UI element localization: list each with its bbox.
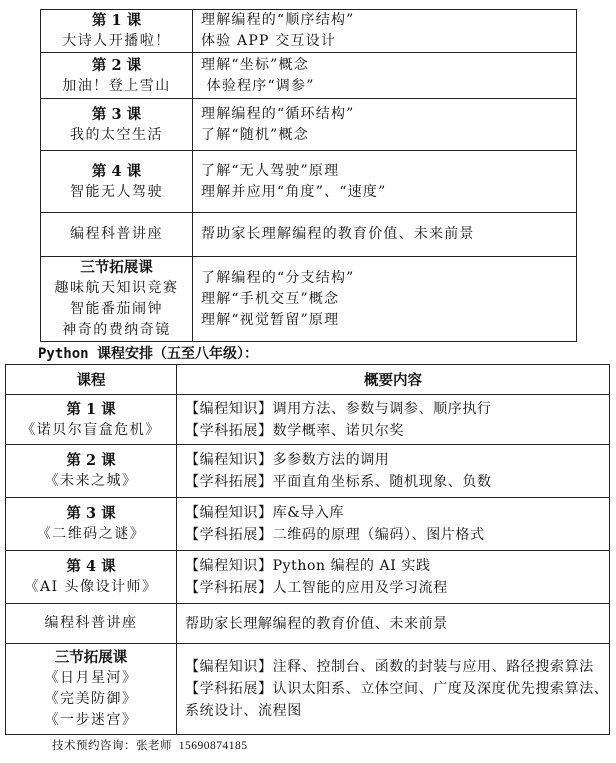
python-course-table — [5, 364, 610, 735]
lesson-number: 第 1 课 — [91, 12, 142, 29]
description-line: 理解并应用“角度”、“速度” — [201, 183, 387, 200]
lesson-cell — [6, 445, 177, 498]
description-line: 体验 APP 交互设计 — [201, 33, 337, 49]
lesson-name: 加油！登上雪山 — [62, 77, 171, 94]
summary-header: 概要内容 — [177, 365, 610, 395]
lesson-name: 编程科普讲座 — [70, 226, 163, 242]
lesson-number: 第 3 课 — [91, 105, 142, 123]
lesson-description — [193, 213, 577, 257]
lesson-number: 三节拓展课 — [54, 649, 128, 666]
scratch-course-table — [40, 9, 577, 342]
lesson-cell — [41, 213, 193, 257]
table-row — [6, 644, 610, 735]
course-header: 课程 — [6, 365, 177, 395]
contact-footer: 技术预约咨询：张老师 15690874185 — [52, 740, 248, 752]
lesson-description — [193, 99, 577, 151]
description-line: 【编程知识】调用方法、参数与调参、顺序执行 — [185, 400, 492, 417]
lesson-description — [193, 151, 577, 213]
lesson-name: 《二维码之谜》 — [36, 526, 146, 542]
description-line: 【学科拓展】数学概率、诺贝尔奖 — [185, 422, 404, 439]
lesson-description — [177, 644, 610, 735]
description-line: 理解“手机交互”概念 — [201, 290, 340, 307]
description-line: 【学科拓展】人工智能的应用及学习流程 — [185, 580, 448, 596]
lesson-number: 第 3 课 — [66, 505, 116, 522]
lesson-cell — [6, 644, 177, 735]
lesson-cell — [6, 498, 177, 551]
description-line: 【编程知识】注释、控制台、函数的封装与应用、路径搜索算法 — [185, 659, 594, 675]
table-row — [41, 10, 577, 53]
lesson-description — [177, 395, 610, 445]
python-section-title: Python 课程安排（五至八年级）： — [38, 346, 259, 362]
lesson-number: 三节拓展课 — [80, 259, 153, 276]
lesson-name: 《日月星河》 — [44, 670, 138, 686]
lesson-name: 《一步迷宫》 — [44, 712, 138, 728]
table-row — [41, 257, 577, 342]
description-line: 理解“视觉暂留”原理 — [201, 311, 340, 328]
table-row — [6, 395, 610, 445]
lesson-name: 智能无人驾驶 — [70, 183, 163, 200]
lesson-name: 大诗人开播啦！ — [62, 33, 171, 49]
lesson-number: 第 2 课 — [66, 452, 116, 469]
lesson-description — [193, 53, 577, 99]
description-line: 【学科拓展】认识太阳系、立体空间、广度及深度优先搜索算法、系统设计、流程图 — [185, 681, 609, 719]
lesson-cell — [6, 551, 177, 604]
table-row — [41, 151, 577, 213]
description-line: 帮助家长理解编程的教育价值、未来前景 — [185, 615, 448, 632]
lesson-description — [177, 551, 610, 604]
table-row — [6, 604, 610, 644]
lesson-name: 《未来之城》 — [44, 473, 138, 489]
lesson-cell — [41, 10, 193, 53]
table-row — [6, 551, 610, 604]
table-row — [6, 498, 610, 551]
lesson-name: 智能番茄闹钟 — [70, 301, 163, 317]
description-line: 【学科拓展】平面直角坐标系、随机现象、负数 — [185, 474, 492, 490]
lesson-description — [193, 257, 577, 342]
lesson-description — [177, 604, 610, 644]
lesson-name: 神奇的费纳奇镜 — [62, 322, 171, 338]
table-row — [41, 53, 577, 99]
lesson-cell — [41, 151, 193, 213]
table-row — [6, 445, 610, 498]
description-line: 体验程序“调参” — [201, 77, 315, 94]
description-line: 了解“随机”概念 — [201, 126, 309, 143]
lesson-name: 《AI 头像设计师》 — [24, 579, 158, 595]
lesson-description — [177, 498, 610, 551]
description-line: 理解编程的“顺序结构” — [201, 12, 355, 28]
table-header-row — [6, 365, 610, 395]
lesson-number: 第 2 课 — [91, 56, 142, 74]
description-line: 理解“坐标”概念 — [201, 56, 309, 73]
description-line: 理解编程的“循环结构” — [201, 105, 355, 122]
table-row — [41, 213, 577, 257]
lesson-cell — [41, 53, 193, 99]
lesson-cell — [41, 99, 193, 151]
lesson-name: 《诺贝尔盲盒危机》 — [21, 421, 161, 438]
lesson-cell — [6, 604, 177, 644]
lesson-name: 我的太空生活 — [70, 126, 163, 143]
description-line: 【学科拓展】二维码的原理（编码）、图片格式 — [185, 527, 485, 543]
lesson-description — [193, 10, 577, 53]
lesson-number: 第 1 课 — [66, 400, 116, 418]
table-row — [41, 99, 577, 151]
lesson-number: 第 4 课 — [66, 558, 116, 575]
lesson-cell — [6, 395, 177, 445]
description-line: 了解“无人驾驶”原理 — [201, 162, 340, 179]
lesson-name: 《完美防御》 — [44, 691, 138, 707]
description-line: 帮助家长理解编程的教育价值、未来前景 — [201, 226, 475, 242]
description-line: 了解编程的“分支结构” — [201, 269, 355, 286]
description-line: 【编程知识】库&导入库 — [185, 505, 345, 521]
lesson-name: 趣味航天知识竞赛 — [54, 280, 179, 296]
description-line: 【编程知识】Python 编程的 AI 实践 — [185, 558, 431, 574]
lesson-name: 编程科普讲座 — [44, 615, 138, 631]
lesson-cell — [41, 257, 193, 342]
lesson-description — [177, 445, 610, 498]
description-line: 【编程知识】多参数方法的调用 — [185, 452, 390, 468]
lesson-number: 第 4 课 — [91, 162, 142, 180]
